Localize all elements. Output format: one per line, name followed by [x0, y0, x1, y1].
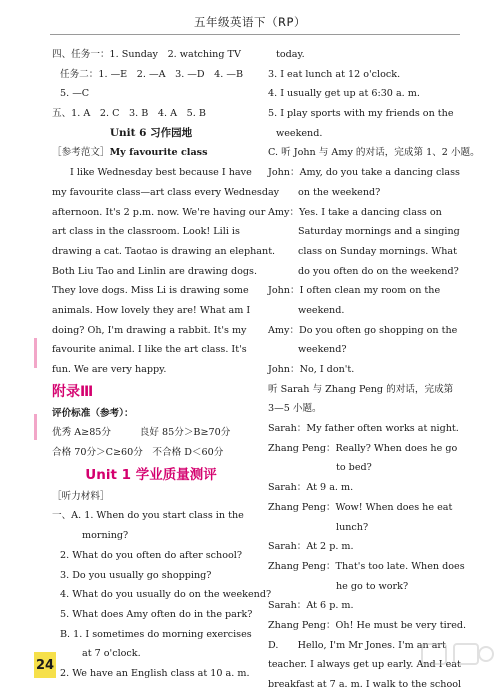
question-line: 2. What do you often do after school? — [60, 549, 242, 561]
transcript-line: 听 Sarah 与 Zhang Peng 的对话，完成第 — [268, 383, 454, 395]
transcript-line: class on Sunday mornings. What — [298, 245, 457, 257]
book-title: 五年级英语下（RP） — [194, 15, 306, 29]
transcript-line: 3—5 小题。 — [268, 403, 322, 415]
question-line: 2. We have an English class at 10 a. m. — [60, 667, 250, 679]
essay-line: drawing a cat. Taotao is drawing an elephant. — [52, 245, 276, 257]
transcript-line: C. 听 John 与 Amy 的对话，完成第 1、2 小题。 — [268, 147, 480, 159]
transcript-line: Zhang Peng：Really? When does he go — [268, 442, 458, 454]
criteria-line: 合格 70分＞C≥60分 不合格 D＜60分 — [52, 447, 224, 459]
answer-line: 任务二：1. —E 2. —A 3. —D 4. —B — [60, 68, 244, 80]
transcript-line: do you often do on the weekend? — [298, 265, 459, 277]
transcript-line: John：Amy, do you take a dancing class — [268, 167, 460, 179]
transcript-line: Saturday mornings and a singing — [298, 226, 460, 238]
essay-line: doing? Oh, I'm drawing a rabbit. It's my — [52, 324, 247, 336]
essay-line: Both Liu Tao and Linlin are drawing dogs. — [52, 265, 258, 277]
transcript-line: D. Hello, I'm Mr Jones. I'm an art — [268, 639, 446, 651]
transcript-line: today. — [276, 49, 305, 60]
criteria-heading: 评价标准（参考）： — [52, 407, 134, 419]
answer-line: 5. —C — [60, 88, 90, 100]
appendix-marker — [34, 338, 37, 368]
question-line: 3. Do you usually go shopping? — [60, 569, 212, 581]
page-header — [0, 0, 500, 42]
transcript-line: Zhang Peng：Oh! He must be very tired. — [268, 619, 467, 631]
left-column — [52, 45, 280, 684]
header-divider — [50, 34, 460, 35]
essay-line: favourite animal. I like the art class. It's — [52, 344, 247, 356]
essay-line: my favourite class—art class every Wednesday — [52, 186, 280, 198]
transcript-line: Sarah：My father often works at night. — [268, 423, 459, 435]
question-line: morning? — [82, 530, 129, 542]
reference-label: ［参考范文］ — [52, 147, 110, 159]
page-number: 24 — [36, 658, 55, 673]
transcript-line: Zhang Peng：Wow! When does he eat — [268, 501, 453, 513]
unit6-heading: Unit 6 习作园地 — [109, 126, 193, 139]
transcript-line: 4. I usually get up at 6:30 a. m. — [268, 88, 420, 100]
essay-line: I like Wednesday best because I have — [70, 167, 252, 179]
transcript-line: weekend. — [276, 127, 323, 139]
transcript-line: Sarah：At 6 p. m. — [268, 600, 354, 612]
transcript-line: Amy：Do you often go shopping on the — [268, 324, 458, 336]
transcript-line: Sarah：At 2 p. m. — [268, 541, 354, 553]
unit1-heading: Unit 1 学业质量测评 — [85, 466, 217, 483]
essay-title: My favourite class — [109, 147, 208, 159]
question-line: 一、A. 1. When do you start class in the — [52, 510, 244, 522]
transcript-line: weekend? — [298, 344, 347, 356]
reference-essay-heading — [52, 143, 250, 163]
question-line: B. 1. I sometimes do morning exercises — [60, 628, 252, 640]
essay-line: afternoon. It's 2 p.m. now. We're having our — [52, 206, 266, 218]
question-line: 4. What do you usually do on the weekend? — [60, 589, 272, 601]
listening-marker — [34, 414, 37, 440]
criteria-line: 优秀 A≥85分 良好 85分＞B≥70分 — [52, 427, 231, 439]
transcript-line: to bed? — [336, 462, 372, 474]
answer-line: 四、任务一：1. Sunday 2. watching TV — [52, 49, 241, 60]
essay-line: They love dogs. Miss Li is drawing some — [52, 285, 249, 297]
transcript-line: Zhang Peng：That's too late. When does — [268, 560, 465, 572]
question-line: at 7 o'clock. — [82, 648, 141, 660]
answer-line: 五、1. A 2. C 3. B 4. A 5. B — [52, 108, 206, 120]
transcript-line: he go to work? — [336, 580, 409, 592]
transcript-line: John：No, I don't. — [268, 364, 355, 375]
transcript-line: 3. I eat lunch at 12 o'clock. — [268, 68, 401, 80]
question-line: 5. What does Amy often do in the park? — [60, 608, 253, 620]
essay-line: fun. We are very happy. — [52, 364, 167, 375]
transcript-line: Sarah：At 9 a. m. — [268, 482, 354, 494]
essay-line: animals. How lovely they are! What am I — [52, 304, 251, 316]
right-column — [268, 45, 480, 695]
transcript-line: breakfast at 7 a. m. I walk to the school — [268, 679, 462, 690]
transcript-line: 5. I play sports with my friends on the — [268, 108, 454, 120]
transcript-line: teacher. I always get up early. And I eat — [268, 659, 461, 671]
transcript-line: John：I often clean my room on the — [268, 285, 441, 297]
appendix-heading: 附录Ⅲ — [52, 383, 94, 400]
watermark-logo — [412, 640, 497, 690]
transcript-line: weekend. — [298, 304, 345, 316]
essay-line: art class in the classroom. Look! Lili is — [52, 226, 240, 238]
transcript-line: on the weekend? — [298, 186, 381, 198]
transcript-line: lunch? — [336, 521, 369, 533]
listening-label: ［听力材料］ — [52, 490, 110, 502]
transcript-line: Amy：Yes. I take a dancing class on — [268, 206, 442, 218]
